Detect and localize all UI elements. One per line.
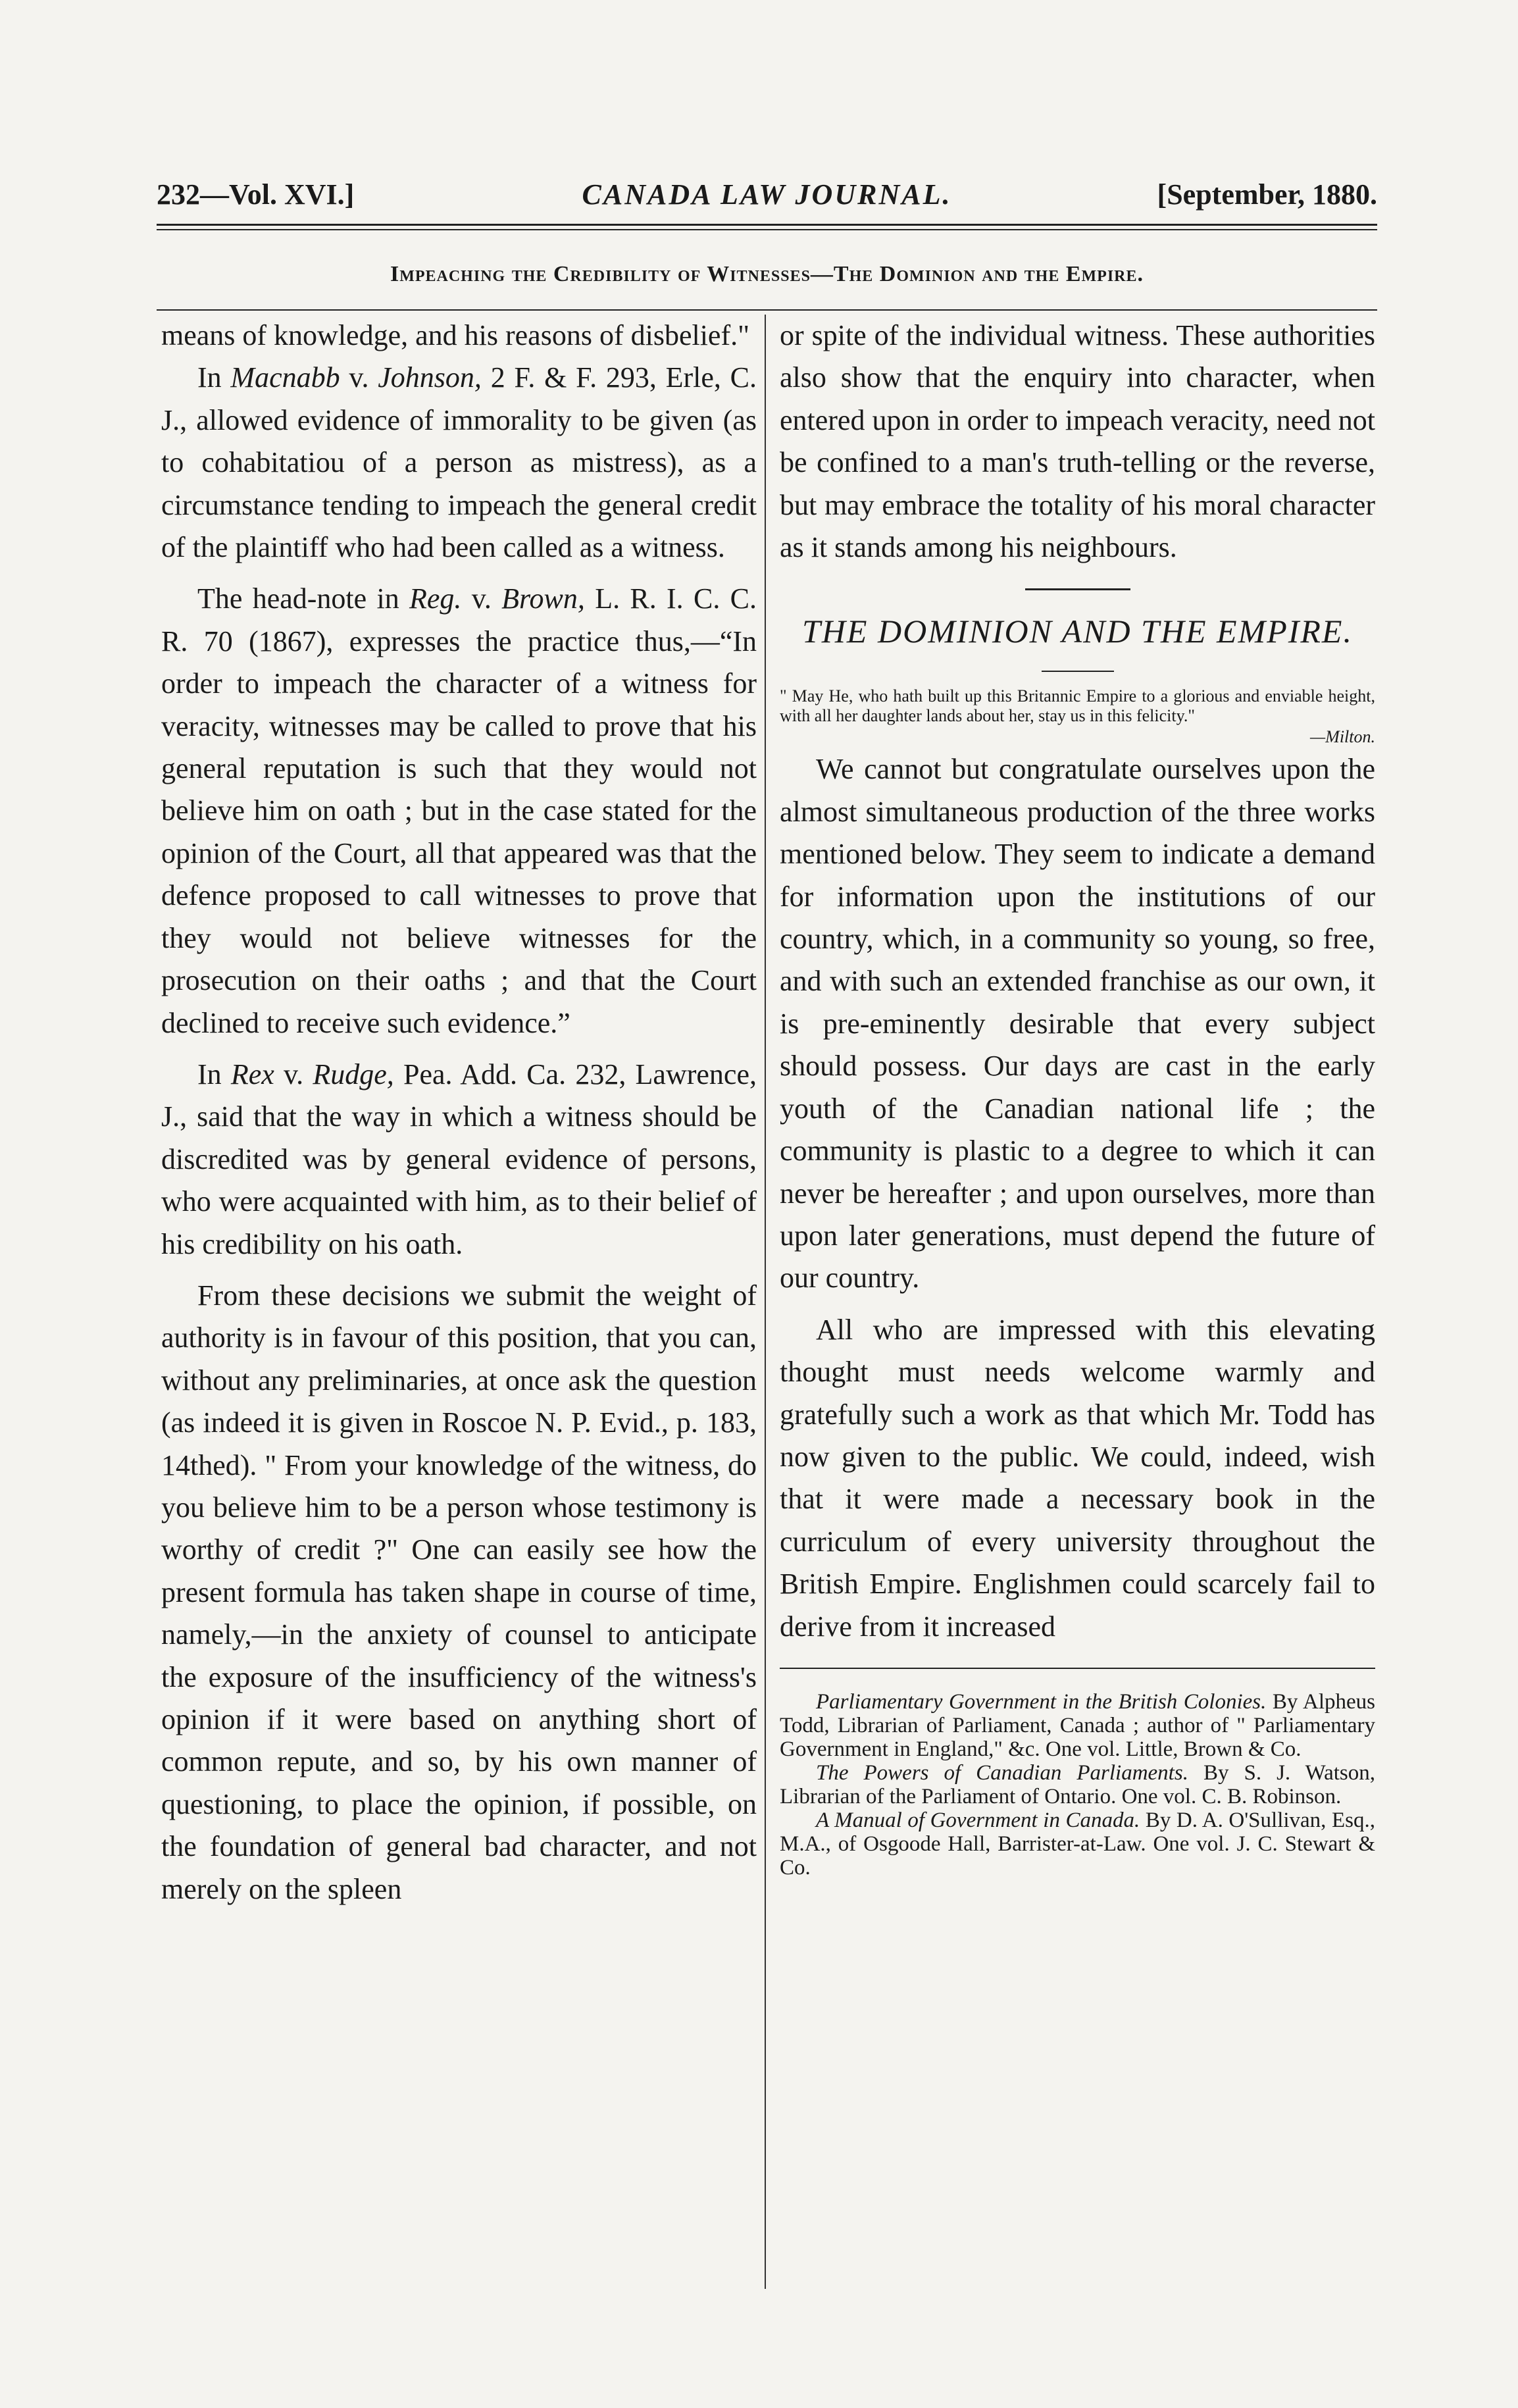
- page-volume: 232—Vol. XVI.]: [157, 178, 355, 211]
- running-header: [157, 178, 1377, 217]
- right-column: [780, 315, 1375, 1880]
- footnote-title: Parliamentary Government in the British Colonies.: [816, 1689, 1267, 1714]
- footnote-rule: [780, 1668, 1375, 1669]
- paragraph-impressed: All who are impressed with this elevating thought must needs welcome warmly and gratefully such a work as that which Mr. Todd has now given to the public. We could, indeed, wish that it were made a necessary book in the curriculum of every university throughout the British Empire. Englishmen could scarcely fail to derive from it increased: [780, 1313, 1375, 1643]
- section-title: THE DOMINION AND THE EMPIRE.: [802, 613, 1353, 650]
- footnote-watson: [780, 1761, 1375, 1808]
- paragraph-congratulate: We cannot but congratulate ourselves upon the almost simultaneous production of the three works mentioned below. They seem to indicate a demand for information upon the institutions of our country, which, in a community so young, so free, and with such an extended franchise as our own, it is pre-eminently desirable that every subject should possess. Our days are cast in the early youth of the Canadian national life ; the community is plastic to a degree to which it can never be hereafter ; and upon ourselves, more than upon later generations, must depend the future of our country.: [780, 753, 1375, 1294]
- issue-date: [September, 1880.: [1157, 178, 1377, 211]
- header-rule: [157, 224, 1377, 226]
- section-rule-small: [1042, 671, 1114, 672]
- paragraph-decisions: From these decisions we submit the weight of authority is in favour of this position, that you can, without any preliminaries, at once ask the question (as indeed it is given in Roscoe N. P. Evid., p. 183, 14thed). " From your knowledge of the witness, do you believe him to be a person whose testimony is worthy of credit ?" One can easily see how the present formula has taken shape in course of time, namely,—in the anxiety of counsel to anticipate the exposure of the insufficiency of the witness's opinion if it were based on anything short of common repute, and so, by his own manner of questioning, to place the opinion, if possible, on the foundation of general bad character, and not merely on the spleen: [161, 1279, 757, 1905]
- header-rule-lower: [157, 229, 1377, 230]
- footnote-title: The Powers of Canadian Parliaments.: [816, 1760, 1188, 1785]
- footnote-text: By S. J. Watson, Librarian of the Parliament of Ontario. One vol. C. B. Robinson.: [780, 1760, 1375, 1808]
- section-rule: [1025, 588, 1130, 590]
- article-titles: Impeaching the Credibility of Witnesses—The Dominion and the Empire.: [390, 262, 1144, 286]
- left-column: [161, 315, 757, 1910]
- epigraph: " May He, who hath built up this Britannic Empire to a glorious and enviable height, with all her daughter lands about her, stay us in this felicity.": [780, 686, 1375, 726]
- footnote-osullivan: [780, 1808, 1375, 1880]
- column-divider: [765, 315, 766, 2289]
- paragraph-continuation: means of knowledge, and his reasons of disbelief.": [161, 319, 750, 351]
- journal-title: CANADA LAW JOURNAL.: [582, 178, 952, 211]
- paragraph-macnabb: In Macnabb v. Johnson, 2 F. & F. 293, Erle, C. J., allowed evidence of immorality to be given (as to cohabitatiou of a person as mistress), as a circumstance tending to impeach the general credit of the plaintiff who had been called as a witness.: [161, 361, 757, 564]
- subheader-rule: [157, 309, 1377, 311]
- paragraph-rex-rudge: In Rex v. Rudge, Pea. Add. Ca. 232, Lawrence, J., said that the way in which a witness should be discredited was by general evidence of persons, who were acquainted with him, as to their belief of his credibility on his oath.: [161, 1058, 757, 1260]
- epigraph-attribution: —Milton.: [1310, 727, 1375, 747]
- footnote-text: By D. A. O'Sullivan, Esq., M.A., of Osgoode Hall, Barrister-at-Law. One vol. J. C. Stewart & Co.: [780, 1808, 1376, 1880]
- paragraph-reg-brown: The head-note in Reg. v. Brown, L. R. I. C. C. R. 70 (1867), expresses the practice thus,—“In order to impeach the character of a witness for veracity, witnesses may be called to prove that his general reputation is such that they would not believe him on oath ; but in the case stated for the opinion of the Court, all that appeared was that the defence proposed to call witnesses to prove that they would not believe witnesses for the prosecution on their oaths ; and that the Court declined to receive such evidence.”: [161, 582, 757, 1039]
- footnote-text: By Alpheus Todd, Librarian of Parliament, Canada ; author of " Parliamentary Government in England," &c. One vol. Little, Brown & Co.: [780, 1689, 1375, 1761]
- footnote-title: A Manual of Government in Canada.: [816, 1808, 1140, 1832]
- paragraph-continuation-right: or spite of the individual witness. These authorities also show that the enquiry into character, when entered upon in order to impeach veracity, need not be confined to a man's truth-telling or the reverse, but may embrace the totality of his moral character as it stands among his neighbours.: [780, 319, 1375, 564]
- footnote-todd: [780, 1690, 1375, 1761]
